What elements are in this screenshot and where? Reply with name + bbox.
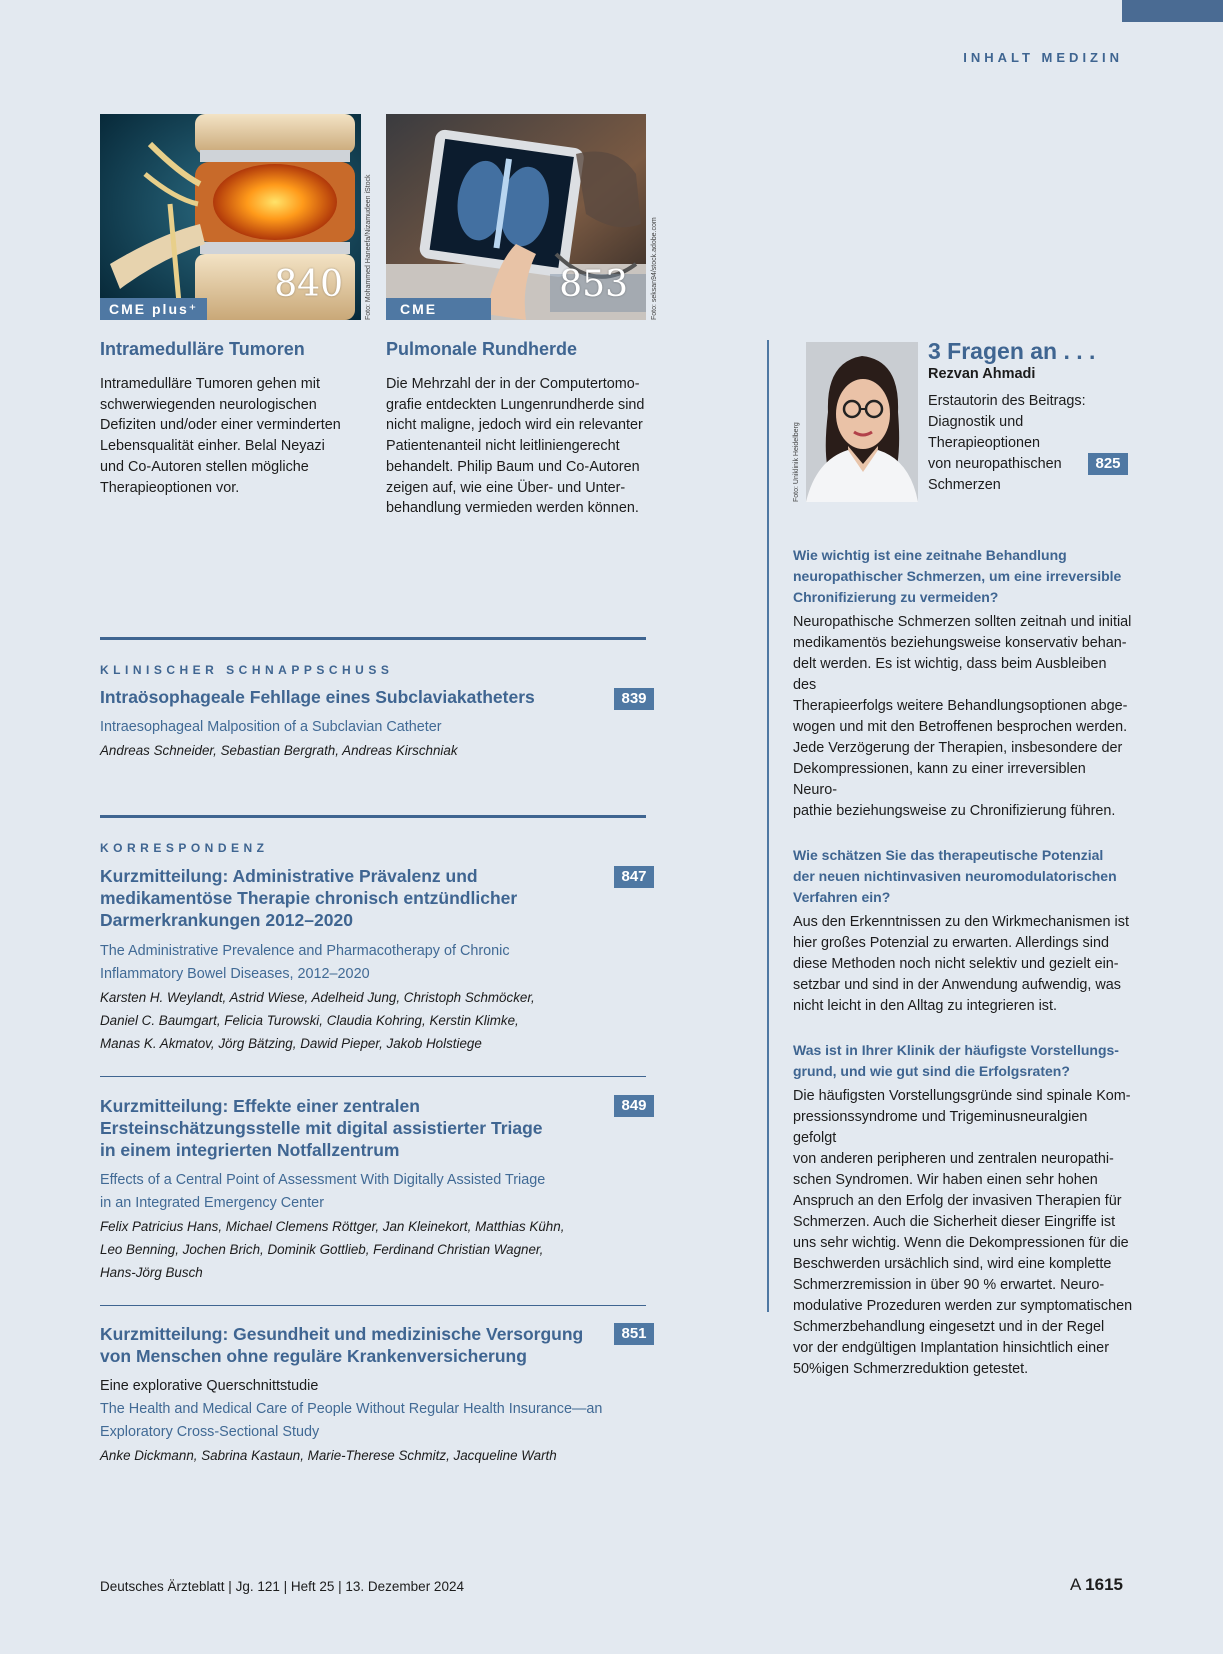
teaser-line: grafie entdeckten Lungenrundherde sind [386, 396, 645, 413]
article-english-title [100, 716, 442, 739]
answer-line: modulative Prozeduren werden zur symptomatischen [793, 1298, 1133, 1314]
author-line: Hans-Jörg Busch [100, 1265, 203, 1280]
answer-line: vor der endgültigen Implantation hinsichtlich einer [793, 1340, 1109, 1356]
answer [793, 1086, 1133, 1380]
answer-line: wogen und mit den Betroffenen besprochen werden. [793, 719, 1128, 735]
title-line: Kurzmitteilung: Administrative Prävalenz und [100, 866, 478, 886]
title-line: in einem integrierten Notfallzentrum [100, 1140, 400, 1160]
answer-line: setzbar und sind in der Anwendung aufwendig, was [793, 977, 1122, 993]
question-line: der neuen nichtinvasiven neuromodulatorischen [793, 868, 1117, 884]
question [793, 1040, 1133, 1082]
answer-line: Die häufigsten Vorstellungsgründe sind spinale Kom- [793, 1088, 1131, 1104]
answer-line: 50%igen Schmerzreduktion getestet. [793, 1361, 1029, 1377]
teaser-line: Therapieoptionen vor. [100, 479, 240, 496]
article-page-badge[interactable]: 849 [614, 1095, 654, 1117]
english-title-line: Effects of a Central Point of Assessment With Digitally Assisted Triage [100, 1172, 546, 1188]
answer-line: Anspruch an den Erfolg der invasiven Therapien für [793, 1193, 1122, 1209]
question [793, 545, 1133, 608]
photo-credit: Foto: seksan94/stock.adobe.com [651, 217, 658, 320]
interviewee-name: Rezvan Ahmadi [928, 366, 1036, 382]
article-subtitle: Eine explorative Querschnittstudie [100, 1378, 319, 1394]
answer-line: schen Syndromen. Wir haben einen sehr hohen [793, 1172, 1098, 1188]
teaser-line: behandlung vermieden werden können. [386, 500, 639, 517]
english-title-line: Inflammatory Bowel Diseases, 2012–2020 [100, 966, 370, 982]
answer-line: Jede Verzögerung der Therapien, insbesondere der [793, 740, 1123, 756]
feature-page-number: 853 [559, 264, 628, 305]
article-rule [100, 1076, 646, 1077]
article-title[interactable] [100, 686, 600, 708]
title-line: Kurzmitteilung: Effekte einer zentralen [100, 1096, 420, 1116]
author-line: Anke Dickmann, Sabrina Kastaun, Marie-Therese Schmitz, Jacqueline Warth [100, 1448, 557, 1463]
answer-line: pathie beziehungsweise zu Chronifizierung führen. [793, 803, 1116, 819]
answer-line: nicht leicht in den Alltag zu integrieren ist. [793, 998, 1057, 1014]
question-line: Chronifizierung zu vermeiden? [793, 589, 999, 605]
interview-page-badge[interactable]: 825 [1088, 453, 1128, 475]
question-line: Wie wichtig ist eine zeitnahe Behandlung [793, 547, 1067, 563]
teaser-line: Die Mehrzahl der in der Computertomo- [386, 376, 640, 392]
teaser-line: Patientenanteil nicht leitliniengerecht [386, 438, 620, 455]
author-line: Leo Benning, Jochen Brich, Dominik Gottlieb, Ferdinand Christian Wagner, [100, 1242, 544, 1257]
article-title[interactable] [100, 1095, 600, 1161]
question [793, 845, 1133, 908]
answer-line: Dekompressionen, kann zu einer irreversiblen Neuro- [793, 761, 1086, 798]
section-label: INHALT MEDIZIN [963, 50, 1123, 65]
author-line: Andreas Schneider, Sebastian Bergrath, Andreas Kirschniak [100, 743, 458, 758]
answer [793, 912, 1133, 1017]
teaser-line: behandelt. Philip Baum und Co-Autoren [386, 458, 640, 475]
title-line: Darmerkrankungen 2012–2020 [100, 910, 353, 930]
cme-label: CME [386, 298, 491, 320]
role-line: Erstautorin des Beitrags: [928, 393, 1086, 409]
author-line: Manas K. Akmatov, Jörg Bätzing, Dawid Pieper, Jakob Holstiege [100, 1036, 482, 1051]
answer-line: Schmerzremission in über 90 % erwartet. Neuro- [793, 1277, 1105, 1293]
title-line: medikamentöse Therapie chronisch entzündlicher [100, 888, 518, 908]
portrait-photo [806, 342, 918, 502]
article-authors [100, 1444, 557, 1467]
question-line: Was ist in Ihrer Klinik der häufigste Vorstellungs- [793, 1042, 1119, 1058]
article-authors [100, 986, 535, 1055]
english-title-line: in an Integrated Emergency Center [100, 1195, 324, 1211]
author-line: Felix Patricius Hans, Michael Clemens Röttger, Jan Kleinekort, Matthias Kühn, [100, 1219, 565, 1234]
article-kicker: KORRESPONDENZ [100, 841, 269, 855]
answer-line: Beschwerden ursächlich sind, wird eine komplette [793, 1256, 1112, 1272]
teaser-line: zeigen auf, wie eine Über- und Unter- [386, 479, 626, 496]
role-line: Diagnostik und Therapieoptionen [928, 414, 1041, 451]
feature-teaser [100, 374, 370, 498]
teaser-line: und Co-Autoren stellen mögliche [100, 458, 309, 475]
photo-credit: Foto: Uniklinik Heidelberg [793, 422, 800, 502]
answer-line: medikamentös beziehungsweise konservativ behan- [793, 635, 1127, 651]
feature-image-spine [100, 114, 361, 320]
title-line: Ersteinschätzungsstelle mit digital assistierter Triage [100, 1118, 543, 1138]
answer-line: von anderen peripheren und zentralen neuropathi- [793, 1151, 1114, 1167]
article-title[interactable] [100, 1323, 600, 1367]
english-title-line: The Administrative Prevalence and Pharmacotherapy of Chronic [100, 943, 510, 959]
answer-line: Therapieerfolgs weitere Behandlungsoptionen abge- [793, 698, 1128, 714]
title-line: Intraösophageale Fehllage eines Subclaviakatheters [100, 687, 535, 707]
question-line: neuropathischer Schmerzen, um eine irreversible [793, 568, 1122, 584]
answer-line: delt werden. Es ist wichtig, dass beim Ausbleiben des [793, 656, 1107, 693]
footer-journal-info: Deutsches Ärzteblatt | Jg. 121 | Heft 25 | 13. Dezember 2024 [100, 1579, 464, 1594]
answer-line: uns sehr wichtig. Wenn die Dekompressionen für die [793, 1235, 1129, 1251]
teaser-line: Intramedulläre Tumoren gehen mit [100, 376, 320, 392]
interviewee-role [928, 391, 1128, 496]
english-title-line: Intraesophageal Malposition of a Subclavian Catheter [100, 719, 442, 735]
answer-line: Aus den Erkenntnissen zu den Wirkmechanismen ist [793, 914, 1129, 930]
interview-heading: 3 Fragen an . . . [928, 338, 1096, 364]
teaser-line: schwerwiegenden neurologischen [100, 396, 317, 413]
article-page-badge[interactable]: 851 [614, 1323, 654, 1345]
answer-line: pressionssyndrome und Trigeminusneuralgien gefolgt [793, 1109, 1088, 1146]
question-line: Wie schätzen Sie das therapeutische Potenzial [793, 847, 1104, 863]
teaser-line: Defiziten und/oder einer verminderten [100, 417, 341, 434]
author-line: Daniel C. Baumgart, Felicia Turowski, Claudia Kohring, Kerstin Klimke, [100, 1013, 519, 1028]
title-line: Kurzmitteilung: Gesundheit und medizinische Versorgung [100, 1324, 584, 1344]
answer-line: diese Methoden noch nicht selektiv und gezielt ein- [793, 956, 1119, 972]
article-english-title [100, 940, 510, 986]
interview-qa [793, 545, 1133, 1380]
title-line: von Menschen ohne reguläre Krankenversicherung [100, 1346, 527, 1366]
feature-title[interactable]: Intramedulläre Tumoren [100, 339, 305, 359]
question-line: grund, und wie gut sind die Erfolgsraten? [793, 1063, 1070, 1079]
article-page-badge[interactable]: 847 [614, 866, 654, 888]
footer-page-number [1070, 1575, 1123, 1595]
answer-line: Schmerzen. Auch die Sicherheit dieser Eingriffe ist [793, 1214, 1116, 1230]
role-line: von neuropathischen [928, 456, 1062, 472]
feature-title[interactable]: Pulmonale Rundherde [386, 339, 578, 359]
teaser-line: Lebensqualität einher. Belal Neyazi [100, 438, 325, 455]
role-line: Schmerzen [928, 477, 1001, 493]
answer [793, 612, 1133, 822]
section-rule [100, 637, 646, 640]
answer-line: hier großes Potenzial zu erwarten. Allerdings sind [793, 935, 1109, 951]
article-english-title [100, 1398, 602, 1444]
article-authors [100, 739, 458, 762]
question-line: Verfahren ein? [793, 889, 891, 905]
article-title[interactable] [100, 865, 600, 931]
corner-tab [1122, 0, 1223, 22]
article-rule [100, 1305, 646, 1306]
article-page-badge[interactable]: 839 [614, 688, 654, 710]
teaser-line: nicht maligne, jedoch wird ein relevanter [386, 417, 643, 434]
english-title-line: Exploratory Cross-Sectional Study [100, 1424, 320, 1440]
answer-line: Schmerzbehandlung eingesetzt und in der Regel [793, 1319, 1105, 1335]
interviewee-portrait [806, 342, 918, 502]
article-english-title [100, 1169, 545, 1215]
feature-image-xray [386, 114, 646, 320]
section-rule [100, 815, 646, 818]
author-line: Karsten H. Weylandt, Astrid Wiese, Adelheid Jung, Christoph Schmöcker, [100, 990, 535, 1005]
page-prefix: A [1070, 1575, 1081, 1594]
answer-line: Neuropathische Schmerzen sollten zeitnah und initial [793, 614, 1132, 630]
article-kicker: KLINISCHER SCHNAPPSCHUSS [100, 663, 394, 677]
english-title-line: The Health and Medical Care of People Without Regular Health Insurance—an [100, 1401, 603, 1417]
sidebar-rule [767, 340, 769, 1312]
feature-page-number: 840 [274, 264, 343, 305]
cme-plus-label: CME plus⁺ [100, 298, 207, 320]
feature-teaser [386, 374, 656, 519]
photo-credit: Foto: Mohammed Haneefa/Nizamudeen iStock [365, 174, 372, 320]
page-number: 1615 [1085, 1575, 1123, 1594]
article-authors [100, 1215, 564, 1284]
